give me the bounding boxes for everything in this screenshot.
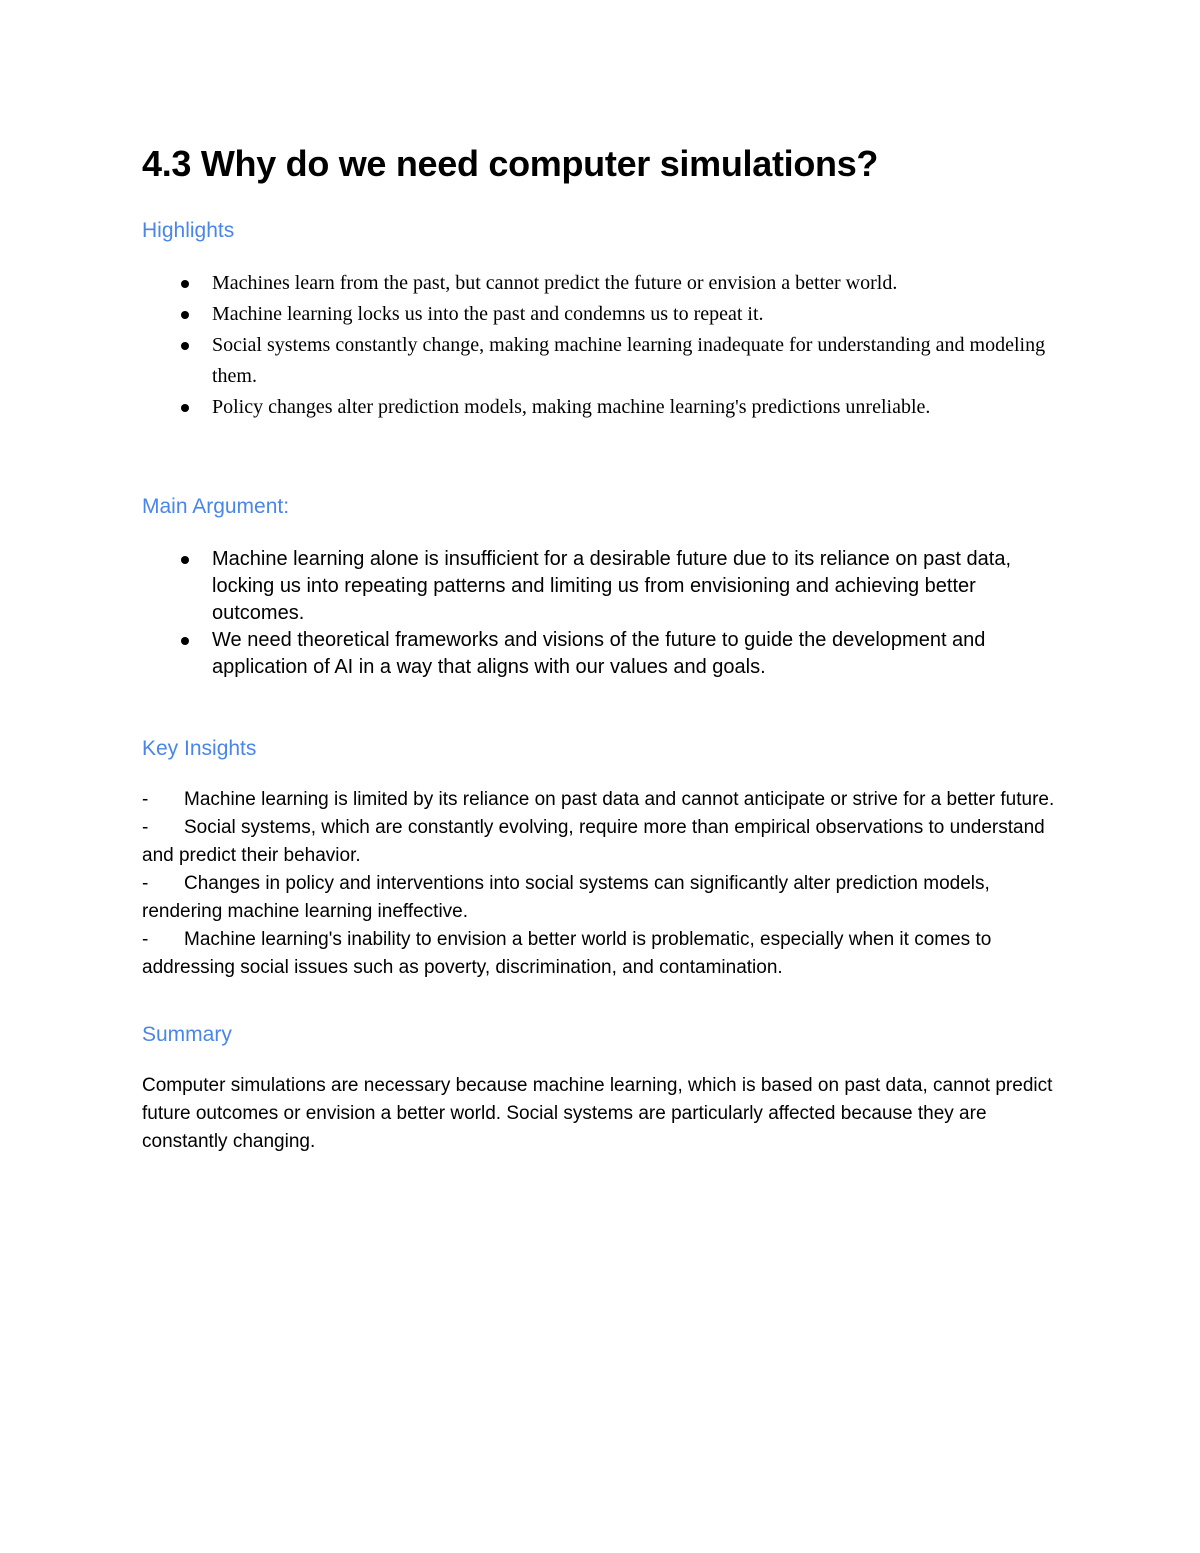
list-item: Machine learning locks us into the past and condemns us to repeat it. [142, 299, 1072, 330]
list-item: Policy changes alter prediction models, making machine learning's predictions unreliable. [142, 392, 1072, 423]
bullet-icon [181, 342, 189, 350]
key-insights-heading: Key Insights [142, 737, 257, 760]
list-item: - Social systems, which are constantly evolving, require more than empirical observations to understand and predict their behavior. [142, 814, 1072, 870]
main-argument-list [142, 546, 1072, 681]
highlights-heading: Highlights [142, 219, 235, 242]
page-title: 4.3 Why do we need computer simulations? [142, 143, 879, 184]
bullet-icon [181, 404, 189, 412]
list-item: - Machine learning's inability to envision a better world is problematic, especially when it comes to addressing social issues such as poverty, discrimination, and contamination. [142, 926, 1072, 982]
document-page [142, 140, 1072, 1156]
bullet-icon [181, 637, 189, 645]
dash-marker: - [142, 789, 149, 810]
summary-heading: Summary [142, 1023, 232, 1046]
bullet-icon [181, 311, 189, 319]
bullet-icon [181, 556, 189, 564]
highlights-list [142, 268, 1072, 423]
list-item: Social systems constantly change, making machine learning inadequate for understanding and modeling them. [142, 330, 1072, 392]
key-insights-list [142, 786, 1072, 982]
dash-marker: - [142, 817, 149, 838]
list-item: Machines learn from the past, but cannot predict the future or envision a better world. [142, 268, 1072, 299]
list-item: We need theoretical frameworks and visions of the future to guide the development and application of AI in a way that aligns with our values and goals. [142, 627, 1072, 681]
list-item: - Machine learning is limited by its reliance on past data and cannot anticipate or strive for a better future. [142, 786, 1072, 814]
summary-text: Computer simulations are necessary because machine learning, which is based on past data, cannot predict future outcomes or envision a better world. Social systems are particularly affected because they are constantly changing. [142, 1075, 1053, 1152]
bullet-icon [181, 280, 189, 288]
list-item: Machine learning alone is insufficient for a desirable future due to its reliance on past data, locking us into repeating patterns and limiting us from envisioning and achieving better outcomes. [142, 546, 1072, 627]
dash-marker: - [142, 929, 149, 950]
dash-marker: - [142, 873, 149, 894]
main-argument-heading: Main Argument: [142, 495, 290, 518]
list-item: - Changes in policy and interventions into social systems can significantly alter prediction models, rendering machine learning ineffective. [142, 870, 1072, 926]
